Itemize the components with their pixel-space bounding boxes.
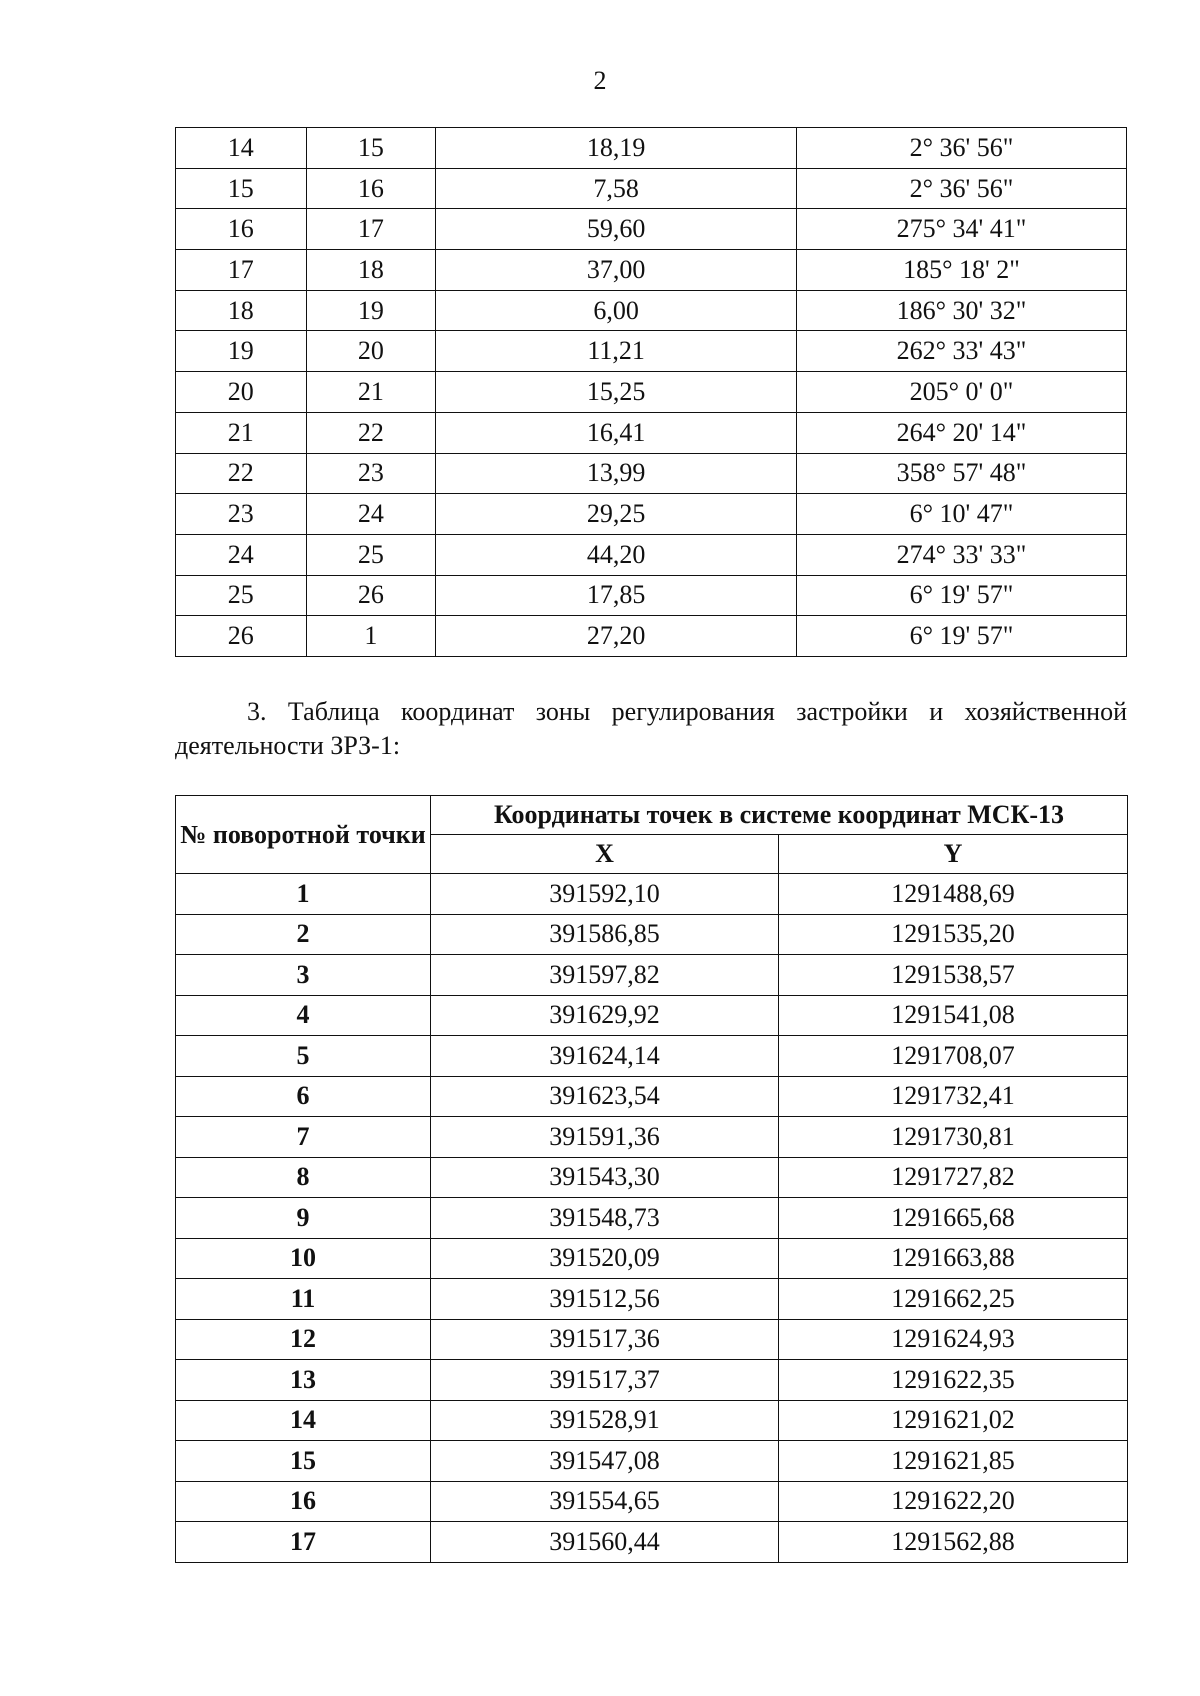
- to-point-cell: 25: [306, 534, 436, 575]
- from-point-cell: 14: [176, 128, 307, 169]
- bearing-cell: 185° 18' 2": [797, 250, 1127, 291]
- bearing-cell: 262° 33' 43": [797, 331, 1127, 372]
- bearing-cell: 275° 34' 41": [797, 209, 1127, 250]
- x-coordinate-cell: 391512,56: [431, 1279, 779, 1320]
- to-point-cell: 24: [306, 494, 436, 535]
- y-coordinate-cell: 1291730,81: [779, 1117, 1128, 1158]
- bearing-cell: 6° 19' 57": [797, 575, 1127, 616]
- x-coordinate-cell: 391517,36: [431, 1319, 779, 1360]
- table-row: [176, 534, 1127, 575]
- coordinates-table-header: [176, 796, 1128, 874]
- y-coordinate-cell: 1291621,02: [779, 1400, 1128, 1441]
- table-row: [176, 290, 1127, 331]
- length-cell: 27,20: [436, 616, 797, 657]
- table-row: [176, 1157, 1128, 1198]
- y-coordinate-cell: 1291622,35: [779, 1360, 1128, 1401]
- x-coordinate-cell: 391629,92: [431, 995, 779, 1036]
- bearing-cell: 186° 30' 32": [797, 290, 1127, 331]
- point-number-cell: 1: [176, 874, 431, 915]
- table-row: [176, 209, 1127, 250]
- bearing-cell: 6° 10' 47": [797, 494, 1127, 535]
- table-row: [176, 1522, 1128, 1563]
- table-row: [176, 1319, 1128, 1360]
- from-point-cell: 23: [176, 494, 307, 535]
- length-cell: 15,25: [436, 372, 797, 413]
- x-coordinate-cell: 391548,73: [431, 1198, 779, 1239]
- to-point-cell: 16: [306, 168, 436, 209]
- point-number-cell: 5: [176, 1036, 431, 1077]
- length-cell: 16,41: [436, 412, 797, 453]
- bearing-cell: 358° 57' 48": [797, 453, 1127, 494]
- header-point-number: № поворотной точки: [176, 796, 431, 874]
- length-cell: 17,85: [436, 575, 797, 616]
- y-coordinate-cell: 1291732,41: [779, 1076, 1128, 1117]
- point-number-cell: 7: [176, 1117, 431, 1158]
- from-point-cell: 19: [176, 331, 307, 372]
- table-row: [176, 1117, 1128, 1158]
- point-number-cell: 9: [176, 1198, 431, 1239]
- x-coordinate-cell: 391543,30: [431, 1157, 779, 1198]
- point-number-cell: 3: [176, 955, 431, 996]
- bearing-cell: 205° 0' 0": [797, 372, 1127, 413]
- table-row: [176, 128, 1127, 169]
- from-point-cell: 25: [176, 575, 307, 616]
- length-cell: 11,21: [436, 331, 797, 372]
- point-number-cell: 4: [176, 995, 431, 1036]
- table-row: [176, 1481, 1128, 1522]
- bearing-cell: 2° 36' 56": [797, 168, 1127, 209]
- bearing-cell: 264° 20' 14": [797, 412, 1127, 453]
- y-coordinate-cell: 1291538,57: [779, 955, 1128, 996]
- point-number-cell: 8: [176, 1157, 431, 1198]
- to-point-cell: 23: [306, 453, 436, 494]
- table-row: [176, 874, 1128, 915]
- from-point-cell: 18: [176, 290, 307, 331]
- table-row: [176, 1198, 1128, 1239]
- header-coordinates: Координаты точек в системе координат МСК-13: [431, 796, 1128, 835]
- bearing-cell: 2° 36' 56": [797, 128, 1127, 169]
- table-row: [176, 1036, 1128, 1077]
- y-coordinate-cell: 1291541,08: [779, 995, 1128, 1036]
- from-point-cell: 24: [176, 534, 307, 575]
- x-coordinate-cell: 391592,10: [431, 874, 779, 915]
- page-number: 2: [593, 66, 607, 95]
- length-cell: 7,58: [436, 168, 797, 209]
- table-row: [176, 914, 1128, 955]
- point-number-cell: 16: [176, 1481, 431, 1522]
- table-row: [176, 331, 1127, 372]
- x-coordinate-cell: 391623,54: [431, 1076, 779, 1117]
- x-coordinate-cell: 391547,08: [431, 1441, 779, 1482]
- point-number-cell: 10: [176, 1238, 431, 1279]
- point-number-cell: 17: [176, 1522, 431, 1563]
- table-row: [176, 1441, 1128, 1482]
- length-cell: 37,00: [436, 250, 797, 291]
- header-x: X: [431, 835, 779, 874]
- y-coordinate-cell: 1291488,69: [779, 874, 1128, 915]
- table-row: [176, 995, 1128, 1036]
- to-point-cell: 21: [306, 372, 436, 413]
- to-point-cell: 22: [306, 412, 436, 453]
- x-coordinate-cell: 391597,82: [431, 955, 779, 996]
- point-number-cell: 11: [176, 1279, 431, 1320]
- from-point-cell: 15: [176, 168, 307, 209]
- coordinates-table: [175, 795, 1128, 1563]
- bearing-cell: 6° 19' 57": [797, 616, 1127, 657]
- table-row: [176, 575, 1127, 616]
- x-coordinate-cell: 391528,91: [431, 1400, 779, 1441]
- to-point-cell: 18: [306, 250, 436, 291]
- from-point-cell: 16: [176, 209, 307, 250]
- section-paragraph: [175, 695, 1127, 763]
- length-cell: 13,99: [436, 453, 797, 494]
- length-cell: 6,00: [436, 290, 797, 331]
- x-coordinate-cell: 391517,37: [431, 1360, 779, 1401]
- from-point-cell: 21: [176, 412, 307, 453]
- point-number-cell: 14: [176, 1400, 431, 1441]
- x-coordinate-cell: 391624,14: [431, 1036, 779, 1077]
- to-point-cell: 15: [306, 128, 436, 169]
- to-point-cell: 19: [306, 290, 436, 331]
- point-number-cell: 15: [176, 1441, 431, 1482]
- table-row: [176, 1076, 1128, 1117]
- point-number-cell: 12: [176, 1319, 431, 1360]
- y-coordinate-cell: 1291621,85: [779, 1441, 1128, 1482]
- bearing-table-body: [176, 128, 1127, 657]
- length-cell: 44,20: [436, 534, 797, 575]
- x-coordinate-cell: 391520,09: [431, 1238, 779, 1279]
- point-number-cell: 13: [176, 1360, 431, 1401]
- bearing-cell: 274° 33' 33": [797, 534, 1127, 575]
- length-cell: 18,19: [436, 128, 797, 169]
- section-text: 3. Таблица координат зоны регулирования застройки и хозяйственной деятельности ЗРЗ-1:: [175, 697, 1127, 760]
- table-row: [176, 616, 1127, 657]
- header-y: Y: [779, 835, 1128, 874]
- table-row: [176, 168, 1127, 209]
- table-row: [176, 1238, 1128, 1279]
- x-coordinate-cell: 391554,65: [431, 1481, 779, 1522]
- length-cell: 59,60: [436, 209, 797, 250]
- table-row: [176, 494, 1127, 535]
- y-coordinate-cell: 1291708,07: [779, 1036, 1128, 1077]
- point-number-cell: 6: [176, 1076, 431, 1117]
- table-row: [176, 453, 1127, 494]
- x-coordinate-cell: 391591,36: [431, 1117, 779, 1158]
- y-coordinate-cell: 1291535,20: [779, 914, 1128, 955]
- table-row: [176, 250, 1127, 291]
- table-row: [176, 412, 1127, 453]
- table-row: [176, 1279, 1128, 1320]
- x-coordinate-cell: 391586,85: [431, 914, 779, 955]
- y-coordinate-cell: 1291663,88: [779, 1238, 1128, 1279]
- to-point-cell: 1: [306, 616, 436, 657]
- to-point-cell: 20: [306, 331, 436, 372]
- from-point-cell: 22: [176, 453, 307, 494]
- to-point-cell: 17: [306, 209, 436, 250]
- length-cell: 29,25: [436, 494, 797, 535]
- from-point-cell: 20: [176, 372, 307, 413]
- y-coordinate-cell: 1291622,20: [779, 1481, 1128, 1522]
- to-point-cell: 26: [306, 575, 436, 616]
- table-row: [176, 372, 1127, 413]
- coordinates-table-body: [176, 874, 1128, 1563]
- table-row: [176, 955, 1128, 996]
- y-coordinate-cell: 1291727,82: [779, 1157, 1128, 1198]
- x-coordinate-cell: 391560,44: [431, 1522, 779, 1563]
- point-number-cell: 2: [176, 914, 431, 955]
- y-coordinate-cell: 1291562,88: [779, 1522, 1128, 1563]
- table-row: [176, 1400, 1128, 1441]
- y-coordinate-cell: 1291665,68: [779, 1198, 1128, 1239]
- table-row: [176, 1360, 1128, 1401]
- from-point-cell: 26: [176, 616, 307, 657]
- y-coordinate-cell: 1291662,25: [779, 1279, 1128, 1320]
- from-point-cell: 17: [176, 250, 307, 291]
- header-row: [176, 796, 1128, 835]
- y-coordinate-cell: 1291624,93: [779, 1319, 1128, 1360]
- bearing-table: [175, 127, 1127, 657]
